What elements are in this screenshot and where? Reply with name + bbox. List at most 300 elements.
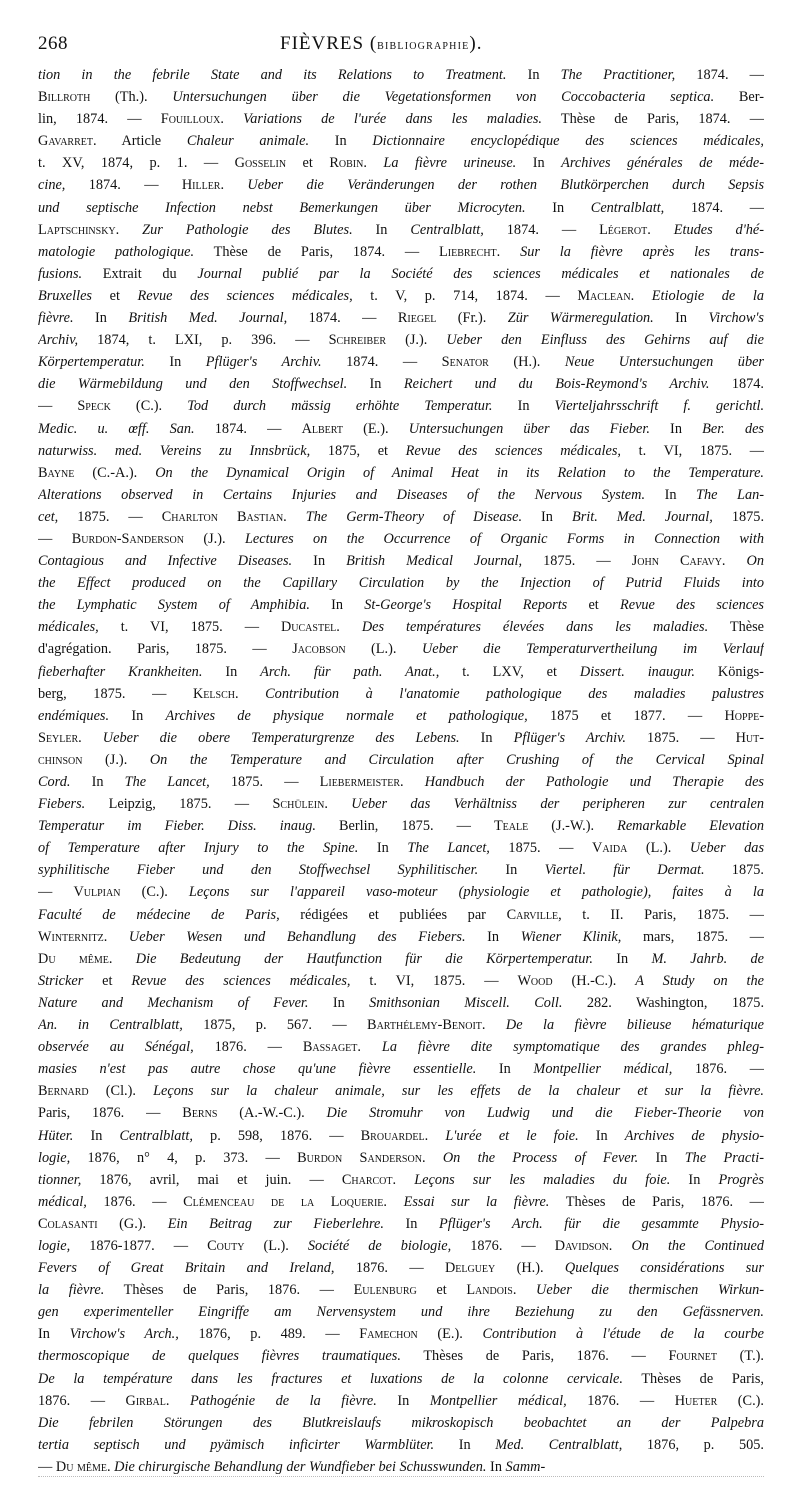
- author-name: Liebrecht.: [439, 243, 501, 260]
- text-line: [38, 926, 764, 948]
- text-line: [38, 285, 764, 307]
- italic-text: masies n'est pas autre chose qu'une fièvre essentielle.: [38, 1061, 477, 1078]
- plain-text: [404, 774, 425, 790]
- author-name: Hiller.: [181, 177, 225, 194]
- plain-text: 1876. —: [334, 1260, 445, 1277]
- text-line: [38, 241, 764, 263]
- plain-text: In: [645, 486, 697, 503]
- plain-text: In: [525, 199, 591, 216]
- running-title-main: FIÈVRES (: [280, 33, 378, 54]
- italic-text: Ueber den Einfluss des Gehirns auf die: [446, 332, 764, 349]
- text-line: [38, 152, 764, 174]
- plain-text: 1876, n° 4, p. 373. —: [70, 1149, 298, 1166]
- italic-text: Virchow's Arch.,: [69, 1326, 179, 1343]
- text-line: [38, 948, 764, 970]
- italic-text: Remarkable Elevation: [617, 818, 764, 835]
- plain-text: [224, 177, 247, 193]
- plain-text: In: [592, 950, 652, 967]
- plain-text: 1874. —: [483, 221, 600, 238]
- plain-text: In: [434, 1436, 496, 1453]
- italic-text: Ein Beitrag zur Fieberlehre.: [167, 1215, 384, 1232]
- italic-text: M. Jahrb. de: [651, 950, 764, 967]
- plain-text: 1876. —: [38, 1392, 126, 1409]
- plain-text: Thèse de Paris, 1874. —: [194, 243, 440, 260]
- italic-text: L'urée et le foie.: [445, 1127, 579, 1144]
- italic-text: Revue des sciences médicales,: [137, 287, 353, 304]
- plain-text: 282. Washington, 1875.: [562, 994, 764, 1011]
- author-name: Billroth: [38, 89, 91, 106]
- italic-text: médicales,: [38, 619, 99, 636]
- italic-text: Etiologie de la: [651, 287, 764, 304]
- italic-text: Bruxelles: [38, 287, 92, 304]
- plain-text: (A.-W.-C.).: [217, 1105, 327, 1122]
- author-name: Seyler.: [38, 729, 82, 746]
- author-name: Clémenceau de la Loquerie.: [183, 1193, 387, 1210]
- author-name: Famechon: [359, 1326, 418, 1343]
- plain-text: berg, 1875. —: [38, 685, 193, 702]
- author-name: Delguey: [444, 1260, 496, 1277]
- plain-text: —: [38, 1458, 56, 1475]
- text-line: [38, 727, 764, 749]
- italic-text: Archives générales de méde-: [561, 155, 764, 172]
- text-line: [38, 859, 764, 881]
- plain-text: In: [506, 67, 561, 83]
- text-line: [38, 1235, 764, 1257]
- italic-text: Archives de physio-: [624, 1127, 764, 1144]
- bibliography-text: [38, 64, 764, 1478]
- plain-text: In: [478, 862, 545, 879]
- text-line: [38, 992, 764, 1014]
- italic-text: On: [746, 553, 764, 570]
- plain-text: [387, 1194, 404, 1210]
- italic-text: On the Temperature and Circulation after Crushing of the Cervical Spinal: [149, 751, 764, 768]
- italic-text: of Temperature after Injury to the Spine.: [38, 840, 359, 857]
- author-name: Vulpian: [73, 884, 121, 901]
- plain-text: 1874. —: [194, 420, 302, 437]
- italic-text: Pflüger's Archiv.: [205, 354, 322, 371]
- plain-text: In: [486, 1458, 506, 1475]
- plain-text: [612, 1238, 631, 1254]
- italic-text: Alterations observed in Certains Injuries and Diseases of the Nervous System.: [38, 486, 646, 503]
- plain-text: (E.).: [342, 420, 409, 437]
- italic-text: Archiv,: [38, 332, 79, 349]
- italic-text: Medic. u. œff. San.: [38, 420, 195, 437]
- plain-text: In: [376, 1392, 430, 1409]
- italic-text: Med. Centralblatt,: [495, 1436, 623, 1453]
- text-line: [38, 1456, 764, 1478]
- plain-text: 1875. —: [58, 508, 162, 525]
- running-title-subtitle: bibliographie: [377, 38, 470, 53]
- plain-text: 1874. —: [287, 310, 398, 327]
- italic-text: Leçons sur l'appareil vaso-moteur (physiologie et pathologie), faites à la: [188, 884, 764, 901]
- author-name: Barthélemy-Benoit.: [367, 1017, 486, 1034]
- text-line: [38, 1125, 764, 1147]
- italic-text: Société de biologie,: [307, 1237, 452, 1254]
- author-name: Bayne: [38, 464, 75, 481]
- italic-text: Essai sur la fièvre.: [403, 1193, 550, 1210]
- text-line: [38, 1368, 764, 1390]
- italic-text: Fevers of Great Britain and Ireland,: [38, 1260, 335, 1277]
- italic-text: Die febrilen Störungen des Blutkreislaufs mikroskopisch beobachtet an der Palpebra: [38, 1414, 764, 1431]
- plain-text: [287, 509, 306, 525]
- italic-text: Ueber das Verhältniss der peripheren zur centralen: [351, 796, 764, 813]
- italic-text: tion in the febrile State and its Relations to Treatment.: [38, 67, 507, 83]
- italic-text: Ueber die thermischen Wirkun-: [536, 1282, 764, 1299]
- plain-text: 1875 et 1877. —: [527, 707, 725, 724]
- plain-text: 1876. —: [451, 1237, 555, 1254]
- italic-text: Zür Wärmeregulation.: [507, 310, 654, 327]
- footer-rule: [38, 1476, 764, 1477]
- plain-text: In: [465, 928, 521, 945]
- plain-text: In: [649, 420, 703, 437]
- author-name: Maclean.: [577, 287, 635, 304]
- italic-text: Handbuch der Pathologie und Therapie des: [424, 774, 764, 790]
- running-title-close: ).: [469, 33, 483, 54]
- author-name: Jacobson: [292, 641, 346, 658]
- plain-text: 1874. —: [65, 177, 182, 194]
- italic-text: Viertel. für Dermat.: [544, 862, 705, 879]
- plain-text: In: [638, 1149, 685, 1166]
- italic-text: la fièvre.: [38, 1282, 105, 1299]
- plain-text: lin, 1874. —: [38, 111, 161, 128]
- plain-text: —: [38, 398, 78, 415]
- italic-text: syphilitische Fieber und den Stoffwechsel Syphilitischer.: [38, 862, 479, 879]
- italic-text: Des températures élevées dans les maladies.: [361, 619, 709, 636]
- italic-text: De la température dans les fractures et luxations de la colonne cervicale.: [38, 1370, 623, 1387]
- italic-text: Fiebers.: [38, 796, 86, 813]
- italic-text: Tod durch mässig erhöhte Temperatur.: [187, 398, 493, 415]
- plain-text: In: [476, 1061, 534, 1078]
- plain-text: [224, 111, 243, 127]
- plain-text: [500, 244, 520, 260]
- plain-text: 1875. —: [626, 729, 736, 746]
- plain-text: [428, 1128, 445, 1144]
- italic-text: Sur la fièvre après les trans-: [520, 243, 764, 260]
- text-line: [38, 395, 764, 417]
- plain-text: et: [286, 155, 330, 172]
- plain-text: rédigées et publiées par: [279, 906, 507, 923]
- plain-text: (C.-A.).: [74, 464, 156, 481]
- plain-text: 1875. —: [522, 553, 632, 570]
- text-line: [38, 749, 764, 771]
- plain-text: 1874, t. LXI, p. 396. —: [78, 332, 329, 349]
- text-line: [38, 108, 764, 130]
- text-line: [38, 373, 764, 395]
- plain-text: —: [38, 884, 74, 901]
- plain-text: In: [309, 133, 373, 150]
- italic-text: Archives de physique normale et pathologique,: [165, 707, 528, 724]
- text-line: [38, 1014, 764, 1036]
- text-line: [38, 351, 764, 373]
- italic-text: British Med. Journal,: [128, 310, 288, 327]
- italic-text: Lectures on the Occurrence of Organic Forms in Connection with: [244, 530, 764, 547]
- plain-text: [119, 222, 142, 238]
- italic-text: Virchow's: [708, 310, 764, 327]
- plain-text: et: [92, 287, 138, 304]
- italic-text: Körpertemperatur.: [38, 354, 145, 371]
- author-name: Fournet: [668, 1348, 717, 1365]
- author-name: Girbal.: [125, 1392, 170, 1409]
- plain-text: t. LXV, et: [439, 663, 580, 680]
- italic-text: St-George's Hospital Reports: [364, 597, 568, 614]
- plain-text: (J.).: [386, 332, 447, 349]
- italic-text: tionner,: [38, 1171, 82, 1188]
- text-line: [38, 616, 764, 638]
- author-name: Légerot.: [599, 221, 651, 238]
- italic-text: endémiques.: [38, 707, 110, 724]
- plain-text: t. V, p. 714, 1874. —: [352, 287, 578, 304]
- text-line: [38, 837, 764, 859]
- plain-text: et: [83, 972, 132, 989]
- text-line: [38, 572, 764, 594]
- text-line: [38, 1036, 764, 1058]
- plain-text: In: [459, 729, 514, 746]
- plain-text: In: [109, 707, 166, 724]
- plain-text: (C.).: [110, 398, 188, 415]
- author-name: Riegel: [397, 310, 437, 327]
- italic-text: Ueber die Veränderungen der rothen Blutkörperchen durch Sepsis: [247, 177, 764, 194]
- text-line: [38, 1412, 764, 1434]
- text-line: [38, 1147, 764, 1169]
- plain-text: et: [416, 1282, 467, 1299]
- italic-text: Revue des sciences médicales,: [405, 442, 621, 459]
- plain-text: (Cl.).: [88, 1083, 154, 1100]
- plain-text: In: [202, 663, 261, 680]
- text-line: [38, 1257, 764, 1279]
- italic-text: Zur Pathologie des Blutes.: [142, 221, 353, 238]
- italic-text: Ueber die Temperaturvertheilung im Verlauf: [421, 641, 764, 658]
- page-number: 268: [38, 33, 68, 54]
- italic-text: An. in Centralblatt,: [38, 1017, 183, 1034]
- text-line: [38, 86, 764, 108]
- plain-text: 1875, et: [310, 442, 406, 459]
- text-line: [38, 1169, 764, 1191]
- italic-text: Ueber Wesen und Behandlung des Fiebers.: [128, 928, 466, 945]
- author-name: John Cafavy.: [631, 553, 726, 570]
- text-line: [38, 1323, 764, 1345]
- italic-text: tertia septisch und pyämisch inficirter Warmblüter.: [38, 1436, 435, 1453]
- text-line: [38, 793, 764, 815]
- text-line: [38, 1213, 764, 1235]
- author-name: Bernard: [38, 1083, 89, 1100]
- author-name: Schülein.: [272, 796, 328, 813]
- italic-text: Centralblatt,: [590, 199, 665, 216]
- plain-text: [107, 929, 129, 945]
- plain-text: t. II. Paris, 1875. —: [561, 906, 764, 923]
- plain-text: In: [578, 1127, 625, 1144]
- author-name: Fouilloux.: [160, 111, 224, 128]
- plain-text: In: [73, 1127, 120, 1144]
- plain-text: 1874. —: [664, 199, 764, 216]
- plain-text: [426, 1150, 443, 1166]
- plain-text: 1875, p. 567. —: [182, 1017, 368, 1034]
- text-line: [38, 970, 764, 992]
- plain-text: Thèses de Paris, 1876. —: [104, 1282, 354, 1299]
- plain-text: [340, 619, 362, 635]
- author-name: Gosselin: [234, 155, 287, 172]
- author-name: Davidson.: [554, 1237, 613, 1254]
- text-line: [38, 1058, 764, 1080]
- plain-text: Thèse: [708, 619, 764, 636]
- text-line: [38, 594, 764, 616]
- text-line: [38, 683, 764, 705]
- plain-text: (H.).: [495, 1260, 565, 1277]
- italic-text: médical,: [38, 1193, 87, 1210]
- plain-text: [361, 1039, 382, 1055]
- author-name: Liebermeister.: [319, 774, 404, 790]
- italic-text: the Lymphatic System of Amphibia.: [38, 597, 310, 614]
- italic-text: naturwiss. med. Vereins zu Innsbrück,: [38, 442, 311, 459]
- italic-text: Pflüger's Arch. für die gesammte Physio-: [439, 1215, 764, 1232]
- author-name: Ducastel.: [280, 619, 340, 636]
- text-line: [38, 197, 764, 219]
- plain-text: 1876. —: [566, 1392, 675, 1409]
- text-line: [38, 1390, 764, 1412]
- text-line: [38, 1080, 764, 1102]
- plain-text: (T.).: [717, 1348, 764, 1365]
- italic-text: Untersuchungen über die Vegetationsformen von Coccobacteria septica.: [172, 89, 715, 106]
- plain-text: In: [144, 354, 206, 371]
- author-name: Du même.: [55, 1458, 111, 1475]
- italic-text: Reichert und du Bois-Reymond's Archiv.: [403, 376, 710, 393]
- italic-text: logie,: [38, 1149, 71, 1166]
- italic-text: Centralblatt,: [410, 221, 484, 238]
- plain-text: 1874. —: [675, 67, 764, 83]
- italic-text: Montpellier médical,: [429, 1392, 567, 1409]
- italic-text: Revue des sciences médicales,: [131, 972, 351, 989]
- author-name: Schreiber: [328, 332, 387, 349]
- plain-text: In: [352, 221, 411, 238]
- plain-text: (E.).: [417, 1326, 483, 1343]
- text-line: [38, 1279, 764, 1301]
- italic-text: observée au Sénégal,: [38, 1039, 194, 1056]
- text-line: [38, 1434, 764, 1456]
- italic-text: The Lancet,: [124, 774, 210, 790]
- italic-text: Journal publié par la Société des sciences médicales et nationales de: [197, 265, 764, 282]
- italic-text: Die Stromuhr von Ludwig und die Fieber-Theorie von: [326, 1105, 764, 1122]
- italic-text: Pathogénie de la fièvre.: [189, 1392, 377, 1409]
- author-name: Wood: [517, 972, 553, 989]
- text-line: [38, 1102, 764, 1124]
- italic-text: Montpellier médical,: [533, 1061, 673, 1078]
- italic-text: Variations de l'urée dans les maladies.: [243, 111, 542, 128]
- italic-text: matologie pathologique.: [38, 243, 195, 260]
- text-line: [38, 705, 764, 727]
- text-line: [38, 462, 764, 484]
- plain-text: In: [358, 840, 408, 857]
- italic-text: Nature and Mechanism of Fever.: [38, 994, 309, 1011]
- italic-text: Die chirurgische Behandlung der Wundfieber bei Schusswunden.: [114, 1458, 487, 1475]
- italic-text: Etudes d'hé-: [673, 221, 764, 238]
- plain-text: 1876, avril, mai et juin. —: [81, 1171, 342, 1188]
- plain-text: In: [308, 994, 370, 1011]
- italic-text: Leçons sur les maladies du foie.: [414, 1171, 671, 1188]
- italic-text: Pflüger's Archiv.: [513, 729, 626, 746]
- plain-text: (G.).: [97, 1215, 168, 1232]
- italic-text: cet,: [38, 508, 59, 525]
- author-name: Charcot.: [341, 1171, 397, 1188]
- italic-text: The Practi-: [684, 1149, 764, 1166]
- plain-text: In: [347, 376, 404, 393]
- italic-text: Contribution à l'anatomie pathologique des maladies palustres: [265, 685, 764, 702]
- italic-text: Temperatur im Fieber. Diss. inaug.: [38, 818, 316, 835]
- plain-text: (J.).: [183, 530, 245, 547]
- author-name: Brouardel.: [360, 1127, 429, 1144]
- plain-text: 1876. —: [86, 1193, 184, 1210]
- author-name: Colasanti: [38, 1215, 98, 1232]
- author-name: Burdon-Sanderson: [71, 530, 184, 547]
- plain-text: Ber-: [714, 89, 764, 106]
- italic-text: La fièvre urineuse.: [383, 155, 517, 172]
- plain-text: [396, 1172, 414, 1188]
- italic-text: Vierteljahrsschrift f. gerichtl.: [554, 398, 764, 415]
- italic-text: Arch. für path. Anat.,: [260, 663, 440, 680]
- plain-text: (L.).: [244, 1237, 308, 1254]
- author-name: Eulenburg: [353, 1282, 417, 1299]
- plain-text: 1876. —: [193, 1039, 303, 1056]
- author-name: Berns: [182, 1105, 218, 1122]
- plain-text: In: [38, 1326, 70, 1343]
- plain-text: 1876. —: [672, 1061, 764, 1078]
- plain-text: 1876, p. 505.: [622, 1436, 764, 1453]
- author-name: chinson: [38, 751, 83, 768]
- text-line: [38, 263, 764, 285]
- plain-text: In: [383, 1215, 440, 1232]
- italic-text: Ueber die obere Temperaturgrenze des Lebens.: [102, 729, 460, 746]
- author-name: Charlton Bastian.: [161, 508, 287, 525]
- italic-text: Smithsonian Miscell. Coll.: [369, 994, 563, 1011]
- italic-text: Ber. des: [702, 420, 764, 437]
- italic-text: De la fièvre bilieuse hématurique: [505, 1017, 764, 1034]
- plain-text: (Fr.).: [436, 310, 508, 327]
- plain-text: Thèses de Paris, 1876. —: [549, 1193, 764, 1210]
- italic-text: Samm-: [505, 1458, 546, 1475]
- plain-text: In: [653, 310, 709, 327]
- italic-text: Brit. Med. Journal,: [571, 508, 713, 525]
- plain-text: [726, 553, 747, 569]
- plain-text: d'agrégation. Paris, 1875. —: [38, 641, 293, 658]
- text-line: [38, 904, 764, 926]
- italic-text: Leçons sur la chaleur animale, sur les effets de la chaleur et sur la fièvre.: [153, 1083, 764, 1100]
- author-name: Gavarret.: [38, 133, 97, 150]
- plain-text: [82, 730, 103, 746]
- italic-text: On the Process of Fever.: [442, 1149, 639, 1166]
- italic-text: Hüter.: [38, 1127, 74, 1144]
- author-name: Landois.: [466, 1282, 517, 1299]
- plain-text: (J.).: [82, 751, 150, 768]
- text-line: [38, 661, 764, 683]
- text-line: [38, 440, 764, 462]
- italic-text: Dissert. inaugur.: [579, 663, 695, 680]
- plain-text: t. VI, 1875. —: [98, 619, 281, 636]
- text-line: [38, 1191, 764, 1213]
- author-name: Hueter: [674, 1392, 718, 1409]
- italic-text: The Lancet,: [407, 840, 490, 857]
- italic-text: thermoscopique de quelques fièvres traumatiques.: [38, 1348, 401, 1365]
- italic-text: Contribution à l'étude de la courbe: [482, 1326, 764, 1343]
- italic-text: On the Continued: [631, 1237, 764, 1254]
- plain-text: (L.).: [345, 641, 422, 658]
- author-name: Kelsch.: [192, 685, 239, 702]
- plain-text: 1875.: [712, 508, 764, 525]
- plain-text: 1876, p. 489. —: [178, 1326, 360, 1343]
- text-line: [38, 881, 764, 903]
- author-name: Bassaget.: [302, 1039, 361, 1056]
- italic-text: Chaleur animale.: [186, 133, 310, 150]
- plain-text: In: [492, 398, 555, 415]
- text-line: [38, 528, 764, 550]
- author-name: Laptschinsky.: [38, 221, 120, 238]
